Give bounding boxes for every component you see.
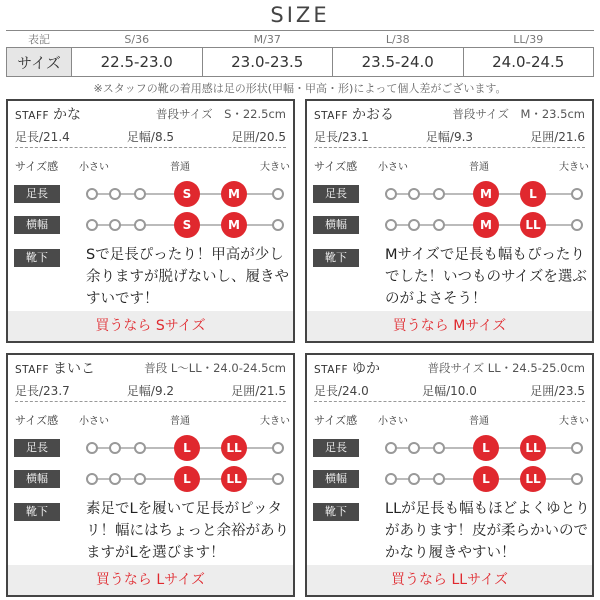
staff-card [6,353,295,597]
scale-dot [272,473,284,485]
foot-width: 足幅/9.2 [126,384,175,398]
scale-dot [134,188,146,200]
size-feel-label: サイズ感 [314,414,358,427]
width-scale [92,212,278,238]
scale-dot [134,219,146,231]
scale-dot [408,219,420,231]
scale-dot [433,442,445,454]
size-mark: L [174,435,200,461]
fit-note: ※スタッフの靴の着用感は足の形状(甲幅・甲高・形)によって個人差がございます。 [93,82,507,95]
scale-dot [109,219,121,231]
staff-name: かおる [352,107,395,123]
size-value-l: 23.5-24.0 [333,48,464,77]
scale-dot [385,219,397,231]
foot-length: 足長/24.0 [314,384,369,398]
foot-length: 足長/23.7 [15,384,70,398]
size-mark: LL [221,435,247,461]
foot-length: 足長/21.4 [15,130,70,144]
scale-dot [86,442,98,454]
size-table-header-row [7,31,594,48]
size-mark: LL [520,435,546,461]
length-scale [92,435,278,461]
staff-card [305,99,594,343]
recommendation: 買うなら Sサイズ [8,311,293,341]
staff-name: かな [53,107,82,123]
size-mark: L [473,466,499,492]
size-mark: M [473,181,499,207]
size-value-m: 23.0-23.5 [202,48,333,77]
recommendation: 買うなら Mサイズ [307,311,592,341]
foot-width: 足幅/10.0 [422,384,477,398]
scale-dot [408,442,420,454]
size-mark: M [473,212,499,238]
scale-dot [571,219,583,231]
small-label: 小さい [378,416,408,427]
scale-dot [109,188,121,200]
dashed-divider [314,147,585,148]
scale-dot [571,188,583,200]
size-table-value-row [7,48,594,77]
length-scale [391,181,577,207]
scale-dot [86,219,98,231]
foot-measurements [314,128,585,145]
size-header-l: L/38 [385,32,410,46]
size-mark: LL [520,466,546,492]
staff-header [15,104,286,124]
width-scale [92,466,278,492]
scale-dot [385,442,397,454]
size-header-label: 表記 [28,33,50,46]
staff-label: STAFF [314,364,349,376]
staff-label: STAFF [314,110,349,122]
size-header-ll: LL/39 [513,32,544,46]
staff-card [305,353,594,597]
foot-width: 足幅/8.5 [126,130,175,144]
scale-dot [385,188,397,200]
staff-name: まいこ [53,361,96,377]
usual-size: 普段 L〜LL・24.0-24.5cm [144,361,286,375]
normal-label: 普通 [170,162,190,173]
size-value-s: 22.5-23.0 [72,48,203,77]
page-title: SIZE [270,3,330,27]
length-tag: 足長 [313,439,359,457]
normal-label: 普通 [170,416,190,427]
staff-card [6,99,295,343]
staff-header [314,358,585,378]
scale-dot [571,442,583,454]
scale-dot [272,219,284,231]
staff-label: STAFF [15,110,50,122]
staff-header [314,104,585,124]
scale-dot [109,473,121,485]
width-scale [391,466,577,492]
big-label: 大きい [559,416,589,427]
foot-circumference: 足囲/23.5 [530,384,585,398]
dashed-divider [15,401,286,402]
foot-width: 足幅/9.3 [425,130,474,144]
recommendation: 買うなら LLサイズ [307,565,592,595]
small-label: 小さい [378,162,408,173]
size-mark: LL [221,466,247,492]
length-scale [391,435,577,461]
usual-size: 普段サイズ M・23.5cm [452,107,585,121]
size-header-m: M/37 [253,32,281,46]
shoes-tag: 靴下 [313,249,359,267]
size-mark: L [520,181,546,207]
scale-dot [134,473,146,485]
big-label: 大きい [559,162,589,173]
usual-size: 普段サイズ S・22.5cm [155,107,286,121]
size-feel-label: サイズ感 [314,160,358,173]
shoes-tag: 靴下 [313,503,359,521]
scale-dot [134,442,146,454]
size-mark: LL [520,212,546,238]
width-tag: 横幅 [313,216,359,234]
scale-dot [86,188,98,200]
size-feel-label: サイズ感 [15,160,59,173]
width-tag: 横幅 [14,470,60,488]
small-label: 小さい [79,162,109,173]
size-feel-label: サイズ感 [15,414,59,427]
staff-comment: LLが足長も幅もほどよくゆとりがあります！皮が柔らかいのでかなり履きやすい！ [385,501,590,561]
size-value-ll: 24.0-24.5 [463,48,594,77]
size-mark: L [473,435,499,461]
scale-dot [433,219,445,231]
staff-comment: Sで足長ぴったり！甲高が少し余りますが脱げないし、履きやすいです！ [86,247,289,307]
size-mark: S [174,212,200,238]
foot-circumference: 足囲/21.6 [530,130,585,144]
scale-dot [433,473,445,485]
scale-dot [385,473,397,485]
shoes-tag: 靴下 [14,503,60,521]
size-mark: S [174,181,200,207]
width-tag: 横幅 [313,470,359,488]
shoes-tag: 靴下 [14,249,60,267]
width-tag: 横幅 [14,216,60,234]
foot-measurements [15,382,286,399]
length-tag: 足長 [14,439,60,457]
size-table [6,31,594,77]
staff-comment: Mサイズで足長も幅もぴったりでした！いつものサイズを選ぶのがよさそう！ [385,247,587,307]
normal-label: 普通 [469,162,489,173]
foot-measurements [15,128,286,145]
length-scale [92,181,278,207]
foot-circumference: 足囲/21.5 [231,384,286,398]
staff-header [15,358,286,378]
staff-name: ゆか [352,361,381,377]
size-header-s: S/36 [124,32,150,46]
size-row-label: サイズ [7,48,72,77]
staff-label: STAFF [15,364,50,376]
width-scale [391,212,577,238]
size-mark: M [221,212,247,238]
scale-dot [272,188,284,200]
length-tag: 足長 [313,185,359,203]
scale-dot [408,473,420,485]
dashed-divider [15,147,286,148]
normal-label: 普通 [469,416,489,427]
length-tag: 足長 [14,185,60,203]
foot-length: 足長/23.1 [314,130,369,144]
recommendation: 買うなら Lサイズ [8,565,293,595]
scale-dot [571,473,583,485]
scale-dot [433,188,445,200]
big-label: 大きい [260,162,290,173]
staff-comment: 素足でLを履いて足長がピッタリ！幅にはちょっと余裕がありますがLを選びます！ [86,501,289,561]
small-label: 小さい [79,416,109,427]
size-mark: M [221,181,247,207]
size-mark: L [174,466,200,492]
big-label: 大きい [260,416,290,427]
dashed-divider [314,401,585,402]
scale-dot [408,188,420,200]
scale-dot [272,442,284,454]
scale-dot [109,442,121,454]
usual-size: 普段サイズ LL・24.5-25.0cm [427,361,585,375]
scale-dot [86,473,98,485]
foot-circumference: 足囲/20.5 [231,130,286,144]
foot-measurements [314,382,585,399]
